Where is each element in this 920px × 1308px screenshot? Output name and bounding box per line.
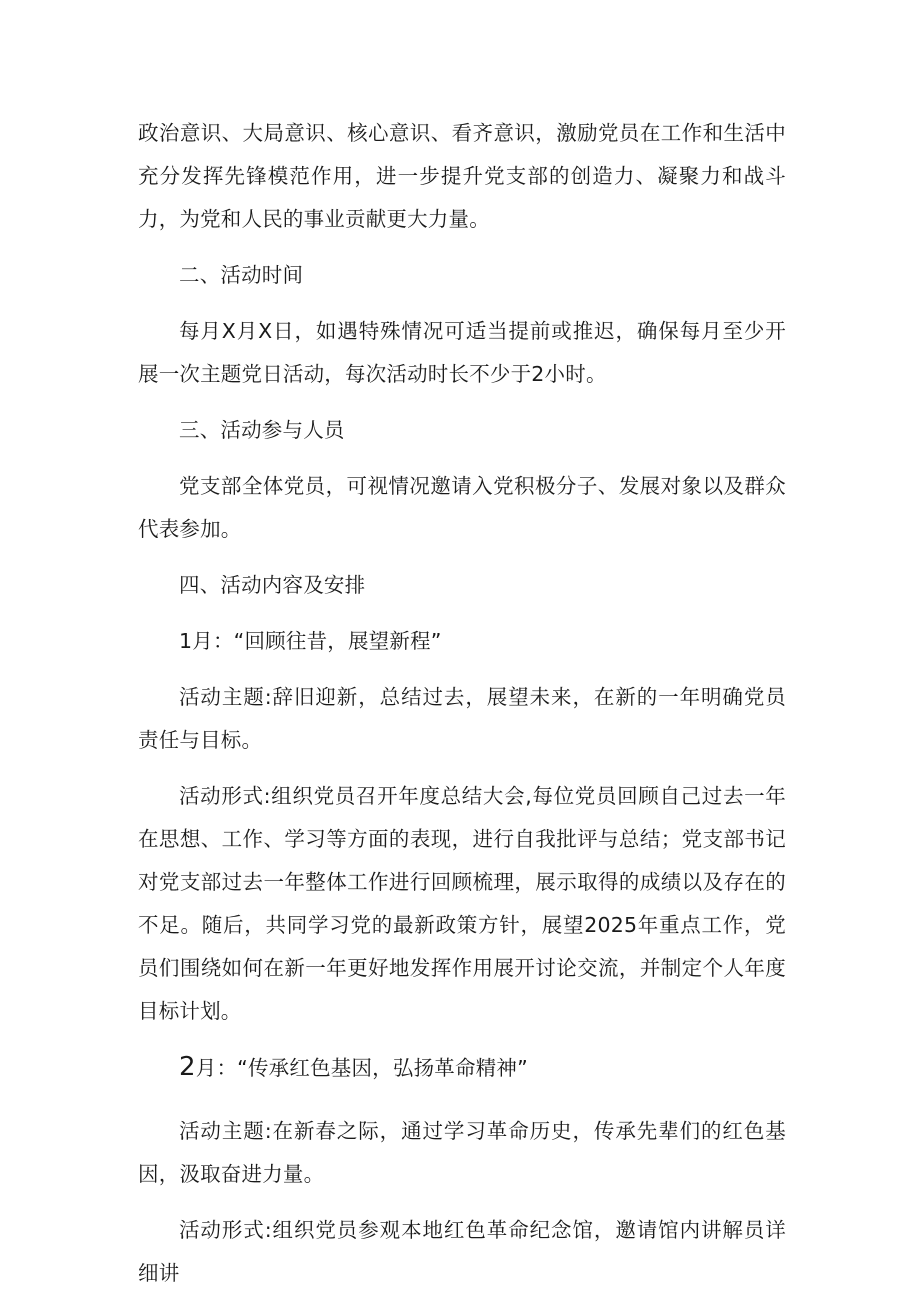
document-body: [138, 112, 786, 1308]
month-heading-february: [138, 1046, 786, 1090]
section-heading-activity-time: 二、活动时间: [179, 263, 304, 287]
paragraph-participants: 党支部全体党员，可视情况邀请入党积极分子、发展对象以及群众代表参加。: [138, 474, 786, 541]
paragraph-january-format: 活动形式:组织党员召开年度总结大会,每位党员回顾自己过去一年在思想、工作、学习等方面的表现，进行自我批评与总结；党支部书记对党支部过去一年整体工作进行回顾梳理，展示取得的成绩以及存在的不足。随后，共同学习党的最新政策方针，展望2025年重点工作，党员们围绕如何在新一年更好地发挥作用展开讨论交流，并制定个人年度目标计划。: [138, 784, 786, 1023]
month-heading-text: 月：“传承红色基因，弘扬革命精神”: [195, 1056, 528, 1080]
paragraph-january-theme: 活动主题:辞旧迎新，总结过去，展望未来，在新的一年明确党员责任与目标。: [138, 685, 786, 752]
paragraph-february-theme: 活动主题:在新春之际，通过学习革命历史，传承先辈们的红色基因，汲取奋进力量。: [138, 1119, 786, 1186]
section-heading-content-arrangement: 四、活动内容及安排: [179, 573, 366, 597]
paragraph-intro-continuation: 政治意识、大局意识、核心意识、看齐意识，激励党员在工作和生活中充分发挥先锋模范作用，进一步提升党支部的创造力、凝聚力和战斗力，为党和人民的事业贡献更大力量。: [138, 121, 786, 231]
section-heading-participants: 三、活动参与人员: [179, 418, 345, 442]
paragraph-february-format: 活动形式:组织党员参观本地红色革命纪念馆，邀请馆内讲解员详细讲: [138, 1218, 786, 1285]
paragraph-activity-time: 每月X月X日，如遇特殊情况可适当提前或推迟，确保每月至少开展一次主题党日活动，每次活动时长不少于2小时。: [138, 319, 786, 386]
month-heading-january: 1月：“回顾往昔，展望新程”: [179, 629, 442, 653]
month-number: 2: [179, 1052, 196, 1082]
